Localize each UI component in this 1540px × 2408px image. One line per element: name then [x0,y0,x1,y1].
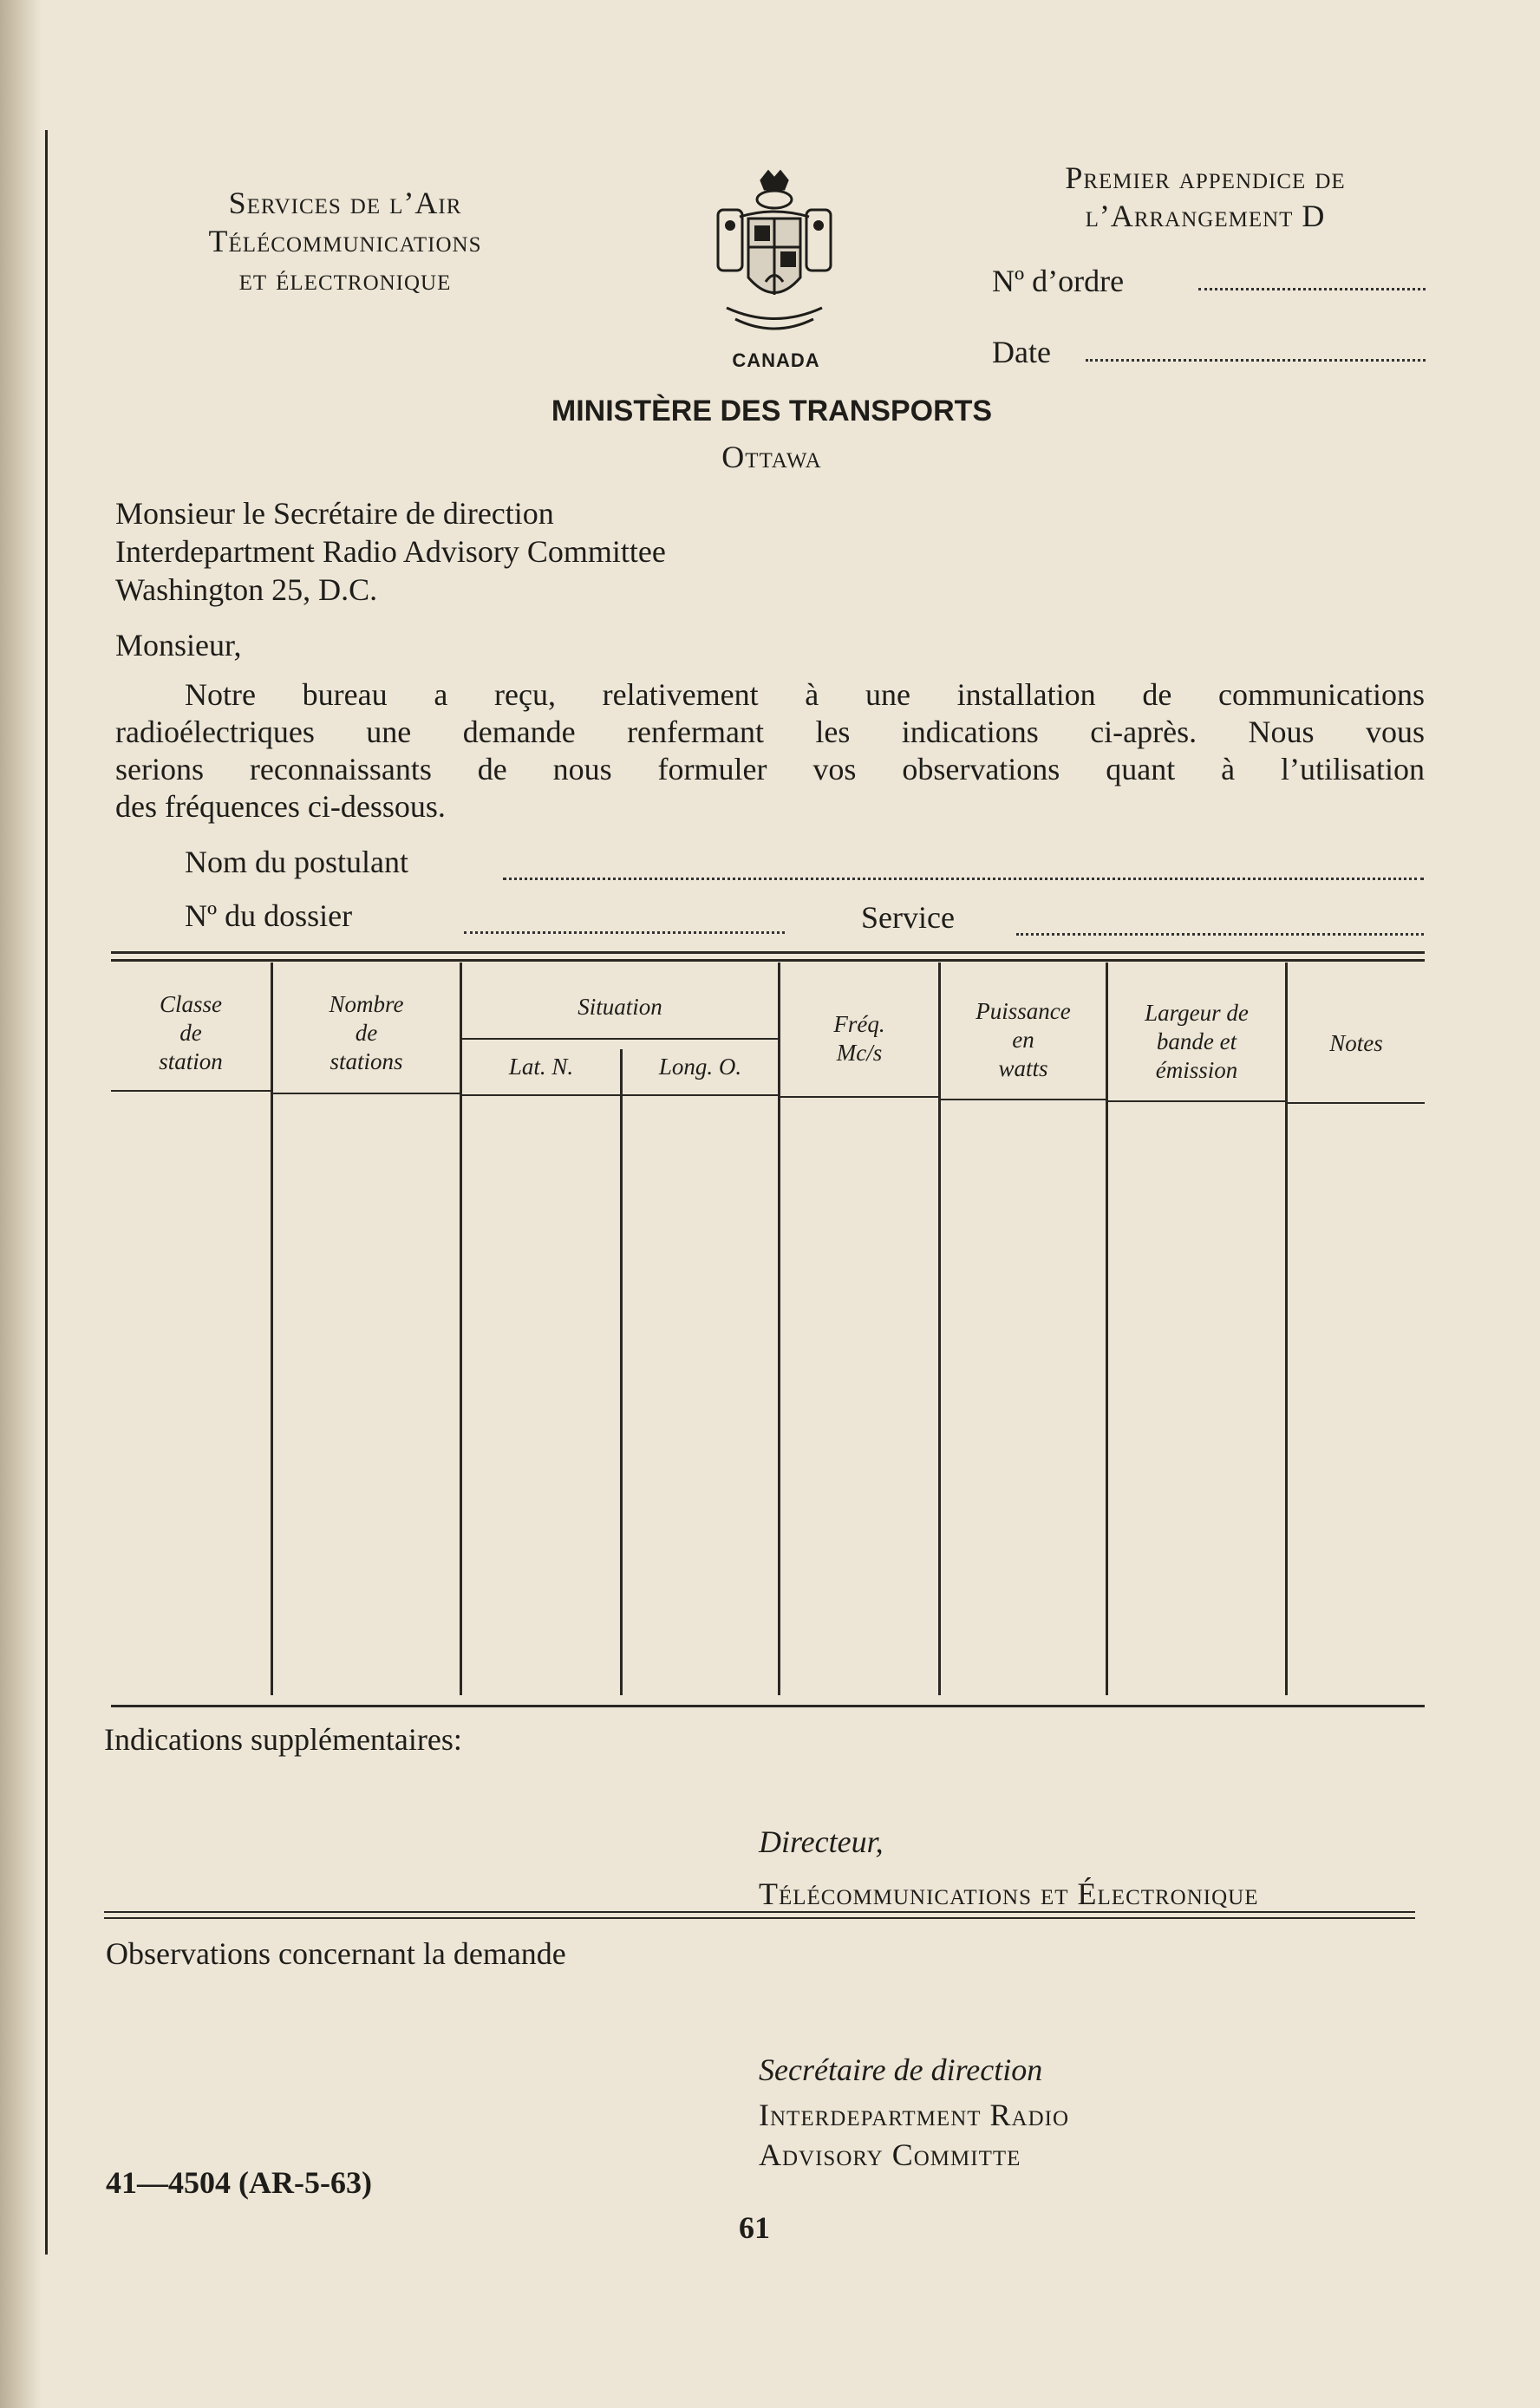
file-number-field[interactable] [464,931,785,934]
secretary-title: Secrétaire de direction [759,2052,1043,2087]
column-header-text: Mc/s [836,1040,883,1066]
column-header-puissance [941,997,1106,1083]
canada-coat-of-arms-icon [701,165,848,347]
header-underline [111,1090,271,1092]
file-number-label: Nº du dossier [185,898,353,933]
column-header-lat: Lat. N. [508,1054,574,1080]
binding-edge-line [45,130,48,2255]
service-line-1: Services de l’Air [228,186,462,220]
column-header-text: Classe [159,991,222,1017]
table-top-rule-2 [111,959,1425,962]
appendix-line-1: Premier appendice de [1065,160,1346,195]
column-header-largeur [1108,999,1285,1085]
ministry-title: MINISTÈRE DES TRANSPORTS [551,395,993,427]
column-header-classe [111,990,271,1076]
service-line-2: Télécommunications [208,224,482,258]
appendix-line-2: l’Arrangement D [1085,199,1326,233]
header-underline [273,1093,460,1094]
additional-info-label: Indications supplémentaires: [104,1722,462,1757]
director-title: Directeur, [759,1824,884,1859]
table-bottom-rule [111,1705,1425,1707]
city-label: Ottawa [721,440,822,474]
header-underline [941,1099,1106,1100]
column-divider [778,963,780,1695]
signature-rule-2 [104,1917,1415,1919]
column-header-text: émission [1155,1057,1238,1083]
column-header-text: Puissance [976,998,1071,1024]
body-line-1: Notre bureau a reçu, relativement à une installation de communications [185,677,1425,712]
column-divider [1285,963,1288,1695]
column-header-text: watts [998,1055,1048,1081]
salutation: Monsieur, [115,628,242,662]
column-header-text: stations [330,1048,403,1074]
header-underline [1288,1102,1425,1104]
secretary-org [759,2095,1069,2175]
service-field[interactable] [1016,933,1424,936]
address-line-1: Monsieur le Secrétaire de direction [115,496,554,531]
column-header-text: Fréq. [833,1011,885,1037]
book-binding-shadow [0,0,42,2408]
service-line-3: et électronique [238,262,452,297]
director-org: Télécommunications et Électronique [759,1876,1259,1911]
address-line-2: Interdepartment Radio Advisory Committee [115,534,666,569]
signature-rule-1 [104,1911,1415,1913]
header-underline [623,1094,778,1096]
table-top-rule-1 [111,951,1425,954]
column-header-text: bande et [1156,1028,1237,1054]
secretary-org-line-2: Advisory Committe [759,2137,1021,2172]
applicant-name-field[interactable] [503,878,1424,880]
column-header-text: de [355,1020,378,1046]
secretary-org-line-1: Interdepartment Radio [759,2098,1070,2132]
header-underline [1108,1100,1285,1102]
order-number-label: Nº d’ordre [992,264,1125,298]
column-header-notes: Notes [1329,1030,1383,1056]
column-header-text: en [1012,1027,1034,1053]
recipient-address [115,494,666,609]
column-header-long: Long. O. [658,1054,742,1080]
order-number-field[interactable] [1198,288,1426,290]
observations-label: Observations concernant la demande [106,1936,566,1971]
form-number: 41—4504 (AR-5-63) [106,2165,372,2200]
address-line-3: Washington 25, D.C. [115,572,378,607]
appendix-block [989,159,1422,235]
column-header-text: Largeur de [1145,1000,1249,1026]
column-header-text: Nombre [329,991,404,1017]
page-number: 61 [739,2210,770,2245]
situation-subrule [462,1038,778,1040]
column-header-text: de [179,1020,202,1046]
header-underline [462,1094,620,1096]
body-line-2: radioélectriques une demande renfermant les indications ci-après. Nous vous [115,715,1425,749]
column-header-freq [780,1010,938,1067]
column-header-nombre [273,990,460,1076]
service-block [154,184,536,298]
date-label: Date [992,335,1051,369]
column-header-situation: Situation [578,994,662,1020]
body-paragraph [115,676,1425,826]
applicant-name-label: Nom du postulant [185,845,408,879]
header-underline [780,1096,938,1098]
column-divider [620,1049,623,1695]
body-line-3: serions reconnaissants de nous formuler vos observations quant à l’utilisation [115,752,1425,786]
column-header-text: station [159,1048,223,1074]
service-label: Service [861,900,955,935]
date-field[interactable] [1086,359,1426,362]
body-line-4: des fréquences ci-dessous. [115,789,446,824]
emblem-label: CANADA [732,349,820,371]
